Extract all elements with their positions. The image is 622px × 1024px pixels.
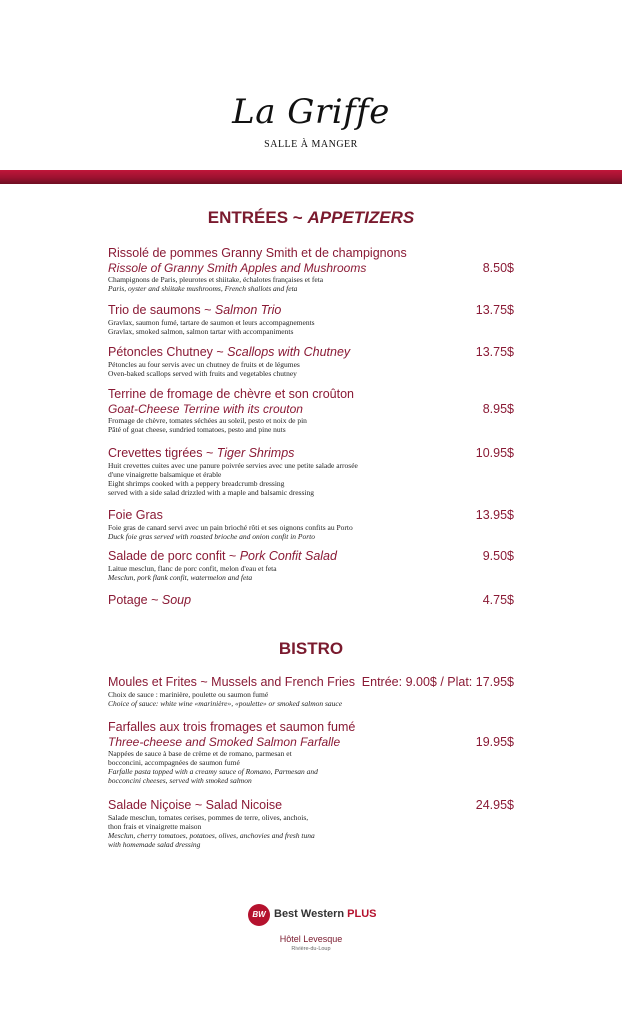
item-desc-en: Pâté of goat cheese, sundried tomatoes, pesto and pine nuts [108, 425, 286, 434]
item-price: 19.95$ [475, 735, 514, 749]
item-name-fr: Rissolé de pommes Granny Smith et de champignons [108, 246, 407, 260]
item-desc-fr: d'une vinaigrette balsamique et érable [108, 470, 222, 479]
item-desc-en: Farfalle pasta topped with a creamy sauce of Romano, Parmesan and [108, 767, 318, 776]
item-price: 9.50$ [482, 549, 514, 563]
bw-plus: PLUS [347, 908, 377, 920]
item-name-en: Scallops with Chutney [227, 345, 351, 359]
item-desc-fr: Fromage de chèvre, tomates séchées au soleil, pesto et noix de pin [108, 416, 307, 425]
item-desc-fr: Foie gras de canard servi avec un pain brioché rôti et ses oignons confits au Porto [108, 523, 353, 532]
menu-item [108, 549, 514, 582]
item-name-fr: Trio de saumons ~ [108, 303, 215, 317]
hotel-name: Hôtel Levesque [279, 934, 343, 944]
item-desc-fr: Champignons de Paris, pleurotes et shiitake, échalotes françaises et feta [108, 275, 324, 284]
item-name-fr: Pétoncles Chutney ~ [108, 345, 228, 359]
menu-item [108, 246, 514, 293]
item-desc-fr: Laitue mesclun, flanc de porc confit, melon d'eau et feta [108, 564, 277, 573]
item-price: 10.95$ [475, 446, 514, 460]
restaurant-subtitle: SALLE À MANGER [264, 139, 358, 150]
menu-item [108, 387, 514, 434]
item-price: Entrée: 9.00$ / Plat: 17.95$ [361, 675, 514, 689]
item-price: 4.75$ [482, 593, 514, 607]
item-name-fr: Potage ~ [108, 593, 162, 607]
item-name-fr: Farfalles aux trois fromages et saumon fumé [108, 720, 356, 734]
item-desc-en: Mesclun, pork flank confit, watermelon and feta [108, 573, 253, 582]
item-name-en: Soup [161, 593, 192, 607]
item-name-fr: Terrine de fromage de chèvre et son croûton [108, 387, 354, 401]
item-desc-en: Duck foie gras served with roasted brioche and onion confit in Porto [108, 532, 315, 541]
item-desc-fr: bocconcini, accompagnées de saumon fumé [108, 758, 240, 767]
item-price: 13.95$ [475, 508, 514, 522]
menu-item [108, 675, 514, 708]
item-name-en: Three-cheese and Smoked Salmon Farfalle [108, 735, 341, 749]
hotel-city: Rivière-du-Loup [291, 946, 331, 952]
item-name-fr: Foie Gras [108, 508, 163, 522]
item-name-en: Pork Confit Salad [239, 549, 337, 563]
item-desc-fr: Salade mesclun, tomates cerises, pommes de terre, olives, anchois, [108, 813, 309, 822]
item-name: Salade Niçoise ~ Salad Nicoise [108, 798, 283, 812]
item-name-en: Tiger Shrimps [216, 446, 295, 460]
item-desc-en: Choice of sauce: white wine «marinière», «poulette» or smoked salmon sauce [108, 699, 343, 708]
menu-item [108, 446, 514, 497]
item-price: 13.75$ [475, 303, 514, 317]
item-desc-fr: Gravlax, saumon fumé, tartare de saumon et leurs accompagnements [108, 318, 315, 327]
item-name-en: Salmon Trio [214, 303, 282, 317]
item-desc-fr: Nappées de sauce à base de crème et de romano, parmesan et [108, 749, 292, 758]
best-western-logo [248, 904, 378, 926]
item-desc-en: Oven-baked scallops served with fruits and vegetables chutney [108, 369, 297, 378]
bw-brand: Best Western [274, 908, 345, 920]
item-desc-en: Mesclun, cherry tomatoes, potatoes, olives, anchovies and fresh tuna [108, 831, 315, 840]
item-desc-en: bocconcini cheeses, served with smoked salmon [108, 776, 252, 785]
menu-item [108, 303, 514, 336]
item-desc-fr: Choix de sauce : marinière, poulette ou saumon fumé [108, 690, 269, 699]
menu-item [108, 798, 514, 849]
item-price: 8.95$ [482, 402, 514, 416]
header-band [0, 170, 622, 184]
item-desc-en: with homemade salad dressing [108, 840, 201, 849]
item-desc-fr: Huit crevettes cuites avec une panure poivrée servies avec une petite salade arrosée [108, 461, 358, 470]
item-price: 8.50$ [482, 261, 514, 275]
item-desc-en: Paris, oyster and shiitake mushrooms, French shallots and feta [108, 284, 298, 293]
item-desc-en: served with a side salad drizzled with a maple and balsamic dressing [108, 488, 314, 497]
item-name-en: Rissole of Granny Smith Apples and Mushrooms [108, 261, 367, 275]
bistro-title: BISTRO [278, 639, 344, 658]
item-desc-en: Gravlax, smoked salmon, salmon tartar with accompaniments [108, 327, 294, 336]
menu-item [108, 508, 514, 541]
bw-badge-icon: BW [248, 904, 270, 926]
menu-item [108, 345, 514, 378]
item-name-fr: Crevettes tigrées ~ [108, 446, 217, 460]
item-name-en: Goat-Cheese Terrine with its crouton [108, 402, 303, 416]
restaurant-logo: La Griffe [232, 92, 390, 132]
item-desc-fr: Pétoncles au four servis avec un chutney de fruits et de légumes [108, 360, 300, 369]
item-desc-fr: thon frais et vinaigrette maison [108, 822, 202, 831]
item-price: 24.95$ [475, 798, 514, 812]
menu-item [108, 720, 514, 785]
menu-item [108, 593, 514, 608]
item-desc-en: Eight shrimps cooked with a peppery breadcrumb dressing [108, 479, 285, 488]
item-name-fr: Salade de porc confit ~ [108, 549, 240, 563]
appetizers-title: ENTRÉES ~ APPETIZERS [207, 208, 415, 227]
item-price: 13.75$ [475, 345, 514, 359]
item-name: Moules et Frites ~ Mussels and French Fries [108, 675, 355, 689]
